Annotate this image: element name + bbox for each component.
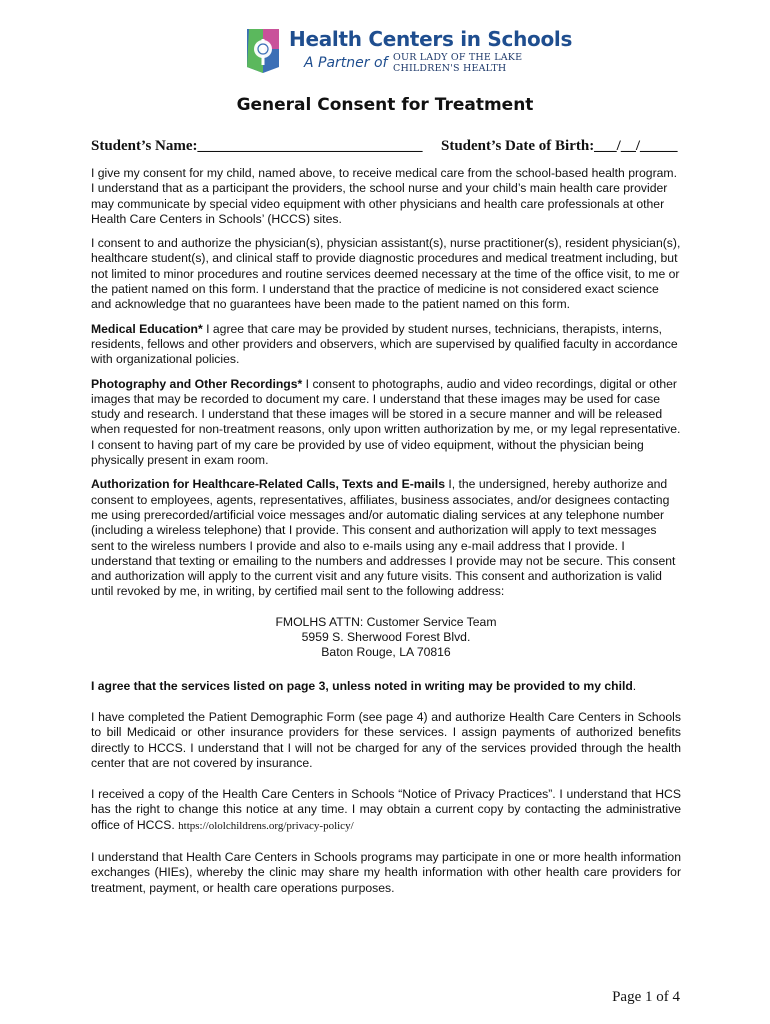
address-line-1: FMOLHS ATTN: Customer Service Team [275,614,497,629]
services-agreement-text: I agree that the services listed on page 3, unless noted in writing may be provided to my child [91,678,633,693]
student-name-field: Student’s Name:______________________________ [91,138,423,154]
communications-label: Authorization for Healthcare-Related Calls, Texts and E-mails [91,477,445,492]
billing-paragraph: I have completed the Patient Demographic Form (see page 4) and authorize Health Care Centers in Schools to bill Medicaid or other insurance providers for these services. I assign payments of authorized benefits directly to HCCS. I understand that I will not be charged for any of the services provided through the health center that are not covered by insurance. [91,709,681,770]
partner-line-2: CHILDREN'S HEALTH [393,63,507,74]
student-dob-field: Student’s Date of Birth:___/__/_____ [441,138,678,154]
address-line-3: Baton Rouge, LA 70816 [321,645,451,660]
page-number: Page 1 of 4 [612,989,680,1005]
brand-name: Health Centers in Schools [289,27,573,51]
services-agreement [91,679,681,694]
communications-text: I, the undersigned, hereby authorize and consent to employees, agents, representatives, affiliates, business associates, and/or designees contacting me using prerecorded/artificial voice messages and/or automatic dialing services at any telephone number (including a wireless telephone) that I provide. This consent and authorization will apply to text messages sent to the wireless numbers I provide and also to e-mails using any e-mail address that I provide. I understand that texting or emailing to the numbers and addresses I provide may not be secure. This consent and authorization will apply to the current visit and any future visits. This consent and authorization is valid until revoked by me, in writing, by certified mail sent to the following address: [91,477,676,599]
document-body [91,166,681,905]
mailing-address [91,615,681,661]
privacy-paragraph [91,787,681,834]
medical-education-label: Medical Education* [91,321,203,336]
communications-paragraph [91,477,681,599]
medical-education-text: I agree that care may be provided by student nurses, technicians, therapists, interns, residents, fellows and other providers and observers, which are supervised by qualified faculty in accordance with organizational policies. [91,321,678,367]
privacy-policy-link[interactable]: https://ololchildrens.org/privacy-policy/ [178,819,354,832]
authorization-paragraph: I consent to and authorize the physician(s), physician assistant(s), nurse practitioner(s), resident physician(s), healthcare student(s), and clinical staff to provide diagnostic procedures and medical treatment including, but not limited to minor procedures and routine services deemed necessary at the time of the office visit, to me or the patient named on this form. I understand that the practice of medicine is not considered exact science and acknowledge that no guarantees have been made to the patient named on this form. [91,236,681,312]
partner-prefix: A Partner of [304,55,388,71]
partner-name [393,52,522,74]
consent-paragraph: I give my consent for my child, named above, to receive medical care from the school-based health program. I understand that as a participant the providers, the school nurse and your child’s main health care provider may communicate by special video equipment with other physicians and health care professionals at other Health Care Centers in Schools’ (HCCS) sites. [91,166,677,226]
address-line-2: 5959 S. Sherwood Forest Blvd. [301,630,471,645]
health-centers-logo-icon [245,27,281,75]
photography-paragraph [91,377,681,469]
hie-paragraph: I understand that Health Care Centers in Schools programs may participate in one or more health information exchanges (HIEs), whereby the clinic may share my health information with other health care providers for treatment, payment, or health care operations purposes. [91,849,681,895]
privacy-text: I received a copy of the Health Care Centers in Schools “Notice of Privacy Practices”. I understand that HCS has the right to change this notice at any time. I may obtain a current copy by contacting the administrative office of HCCS. [91,787,681,832]
photography-label: Photography and Other Recordings* [91,376,303,391]
services-agreement-end: . [632,678,637,693]
partner-line-1: OUR LADY OF THE LAKE [393,52,523,63]
header-logo [245,27,573,79]
medical-education-paragraph [91,322,681,368]
document-title: General Consent for Treatment [236,95,534,115]
photography-text: I consent to photographs, audio and video recordings, digital or other images that may be recorded to document my care. I understand that these images may be used for case study and research. I understand that these images will be stored in a secure manner and will be released when requested for non-treatment reasons, only upon written authorization by me, or my legal representative. I consent to having part of my care be provided by use of video equipment, without the physician being physically present in exam room. [91,376,681,468]
